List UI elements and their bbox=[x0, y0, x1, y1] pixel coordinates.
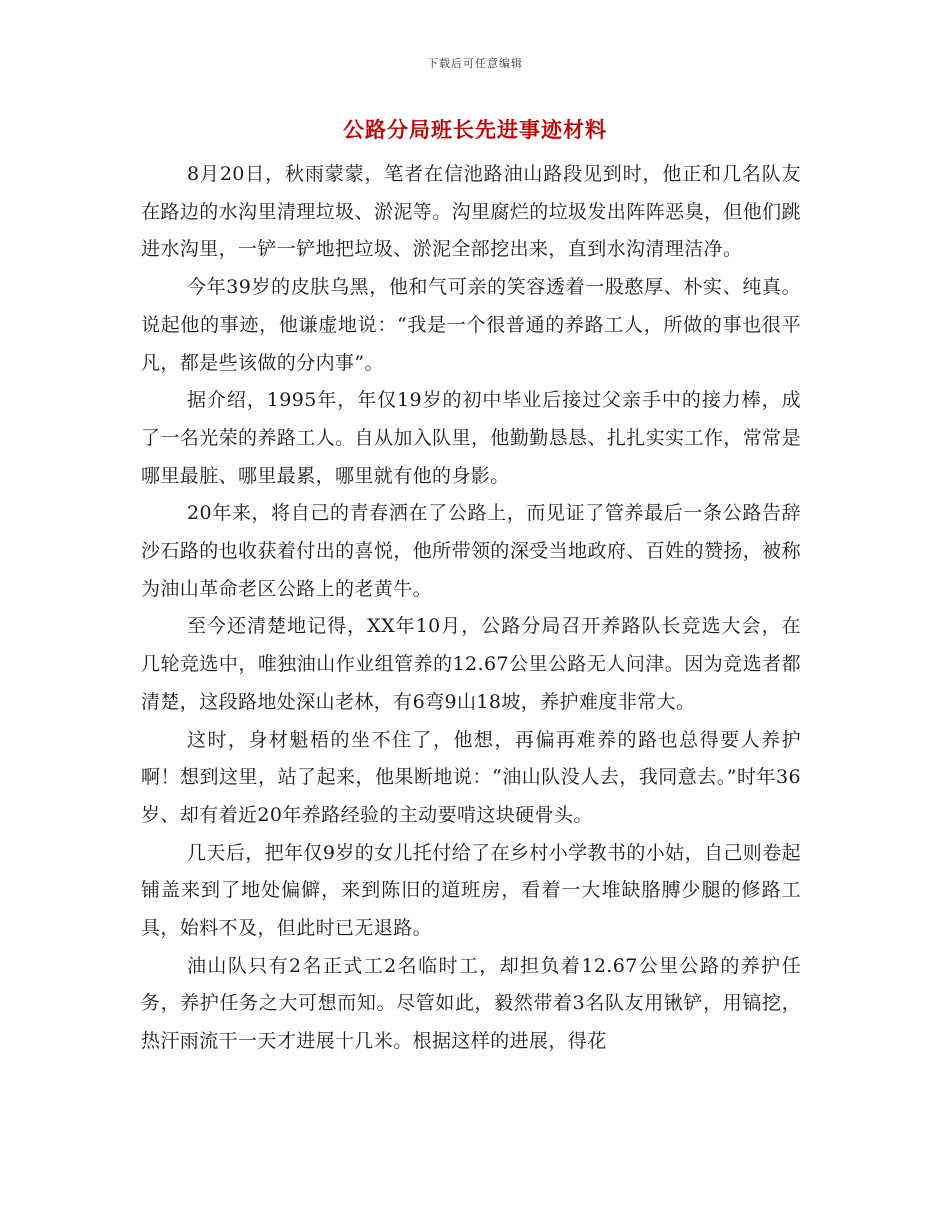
paragraph: 油山队只有2名正式工2名临时工，却担负着12.67公里公路的养护任务，养护任务之大可想而知。尽管如此，毅然带着3名队友用锹铲，用镐挖，热汗雨流干一天才进展十几米。根据这样的进展，得花 bbox=[141, 954, 801, 1053]
paragraph: 几天后，把年仅9岁的女儿托付给了在乡村小学教书的小姑，自己则卷起铺盖来到了地处偏僻，来到陈旧的道班房，看着一大堆缺胳膊少腿的修路工具，始料不及，但此时已无退路。 bbox=[141, 841, 801, 940]
paragraph: 这时，身材魁梧的坐不住了，他想，再偏再难养的路也总得要人养护啊！想到这里，站了起来，他果断地说：“油山队没人去，我同意去。”时年36岁、却有着近20年养路经验的主动要啃这块硬骨头。 bbox=[141, 728, 801, 826]
paragraph: 20年来，将自己的青春洒在了公路上，而见证了管养最后一条公路告辞沙石路的也收获着付出的喜悦，他所带领的深受当地政府、百姓的赞扬，被称为油山革命老区公路上的老黄牛。 bbox=[141, 502, 801, 600]
document-body bbox=[141, 156, 801, 1061]
paragraph: 8月20日，秋雨蒙蒙，笔者在信池路油山路段见到时，他正和几名队友在路边的水沟里清理垃圾、淤泥等。沟里腐烂的垃圾发出阵阵恶臭，但他们跳进水沟里，一铲一铲地把垃圾、淤泥全部挖出来，直到水沟清理洁净。 bbox=[141, 163, 801, 261]
paragraph: 至今还清楚地记得，XX年10月，公路分局召开养路队长竞选大会，在几轮竞选中，唯独油山作业组管养的12.67公里公路无人问津。因为竞选者都清楚，这段路地处深山老林，有6弯9山18坡，养护难度非常大。 bbox=[141, 615, 801, 713]
header-note: 下载后可任意编辑 bbox=[427, 57, 523, 70]
paragraph: 据介绍，1995年，年仅19岁的初中毕业后接过父亲手中的接力棒，成了一名光荣的养路工人。自从加入队里，他勤勤恳恳、扎扎实实工作，常常是哪里最脏、哪里最累，哪里就有他的身影。 bbox=[141, 389, 801, 487]
document-title: 公路分局班长先进事迹材料 bbox=[343, 117, 607, 142]
paragraph: 今年39岁的皮肤乌黑，他和气可亲的笑容透着一股憨厚、朴实、纯真。说起他的事迹，他谦虚地说：“我是一个很普通的养路工人，所做的事也很平凡，都是些该做的分内事”。 bbox=[141, 276, 801, 374]
